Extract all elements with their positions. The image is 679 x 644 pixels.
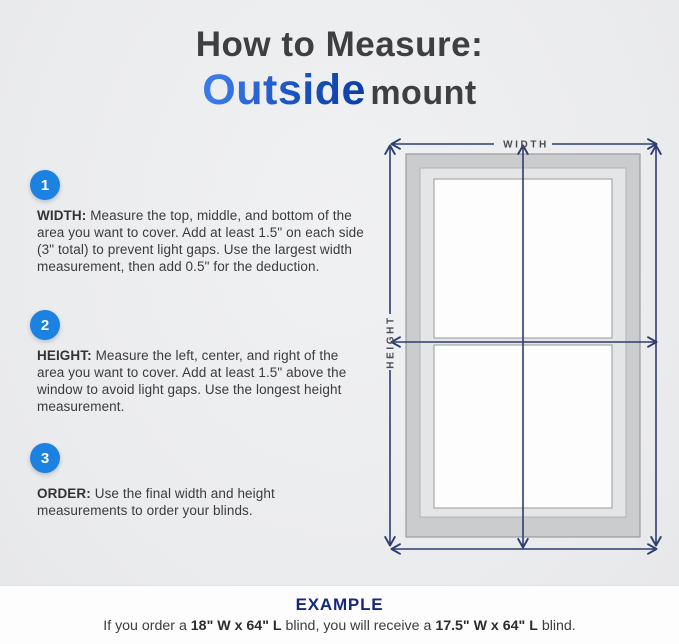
window-measure-diagram [378, 125, 678, 595]
step-3-label: ORDER: [37, 486, 91, 501]
example-suffix: blind. [537, 618, 576, 634]
step-2-number: 2 [40, 316, 50, 334]
step-1-text [37, 207, 369, 275]
title-line-1: How to Measure: [195, 25, 484, 64]
example-sentence [0, 618, 679, 634]
step-2-text [37, 347, 369, 415]
example-footer [0, 585, 679, 644]
example-heading: EXAMPLE [295, 595, 384, 614]
example-order-size: 18" W x 64" L [190, 618, 282, 634]
height-measure-label: HEIGHT [385, 315, 397, 369]
step-3-body: Use the final width and height measurements to order your blinds. [37, 486, 275, 518]
step-3-text [37, 485, 369, 519]
step-1-body: Measure the top, middle, and bottom of the area you want to cover. Add at least 1.5" on each side (3" total) to prevent light gaps. Use the largest width measurement, then add 0.5" for the deduction. [37, 208, 364, 274]
step-3-number-badge [30, 443, 60, 473]
width-measure-label: WIDTH [503, 139, 549, 151]
step-1-number-badge [30, 170, 60, 200]
example-prefix: If you order a [103, 618, 191, 634]
step-1-number: 1 [40, 176, 50, 194]
step-2-label: HEIGHT: [37, 348, 92, 363]
window-diagram-svg [378, 125, 678, 595]
step-2-number-badge [30, 310, 60, 340]
title-line-2 [0, 66, 679, 124]
title-rest: mount [370, 74, 477, 112]
step-3-number: 3 [40, 449, 50, 467]
title-highlight: Outside [202, 66, 366, 114]
page-title [0, 24, 679, 124]
example-middle: blind, you will receive a [281, 618, 436, 634]
example-receive-size: 17.5" W x 64" L [435, 618, 538, 634]
step-1-label: WIDTH: [37, 208, 87, 223]
step-2-body: Measure the left, center, and right of the area you want to cover. Add at least 1.5" above the window to avoid light gaps. Use the longest height measurement. [37, 348, 347, 414]
